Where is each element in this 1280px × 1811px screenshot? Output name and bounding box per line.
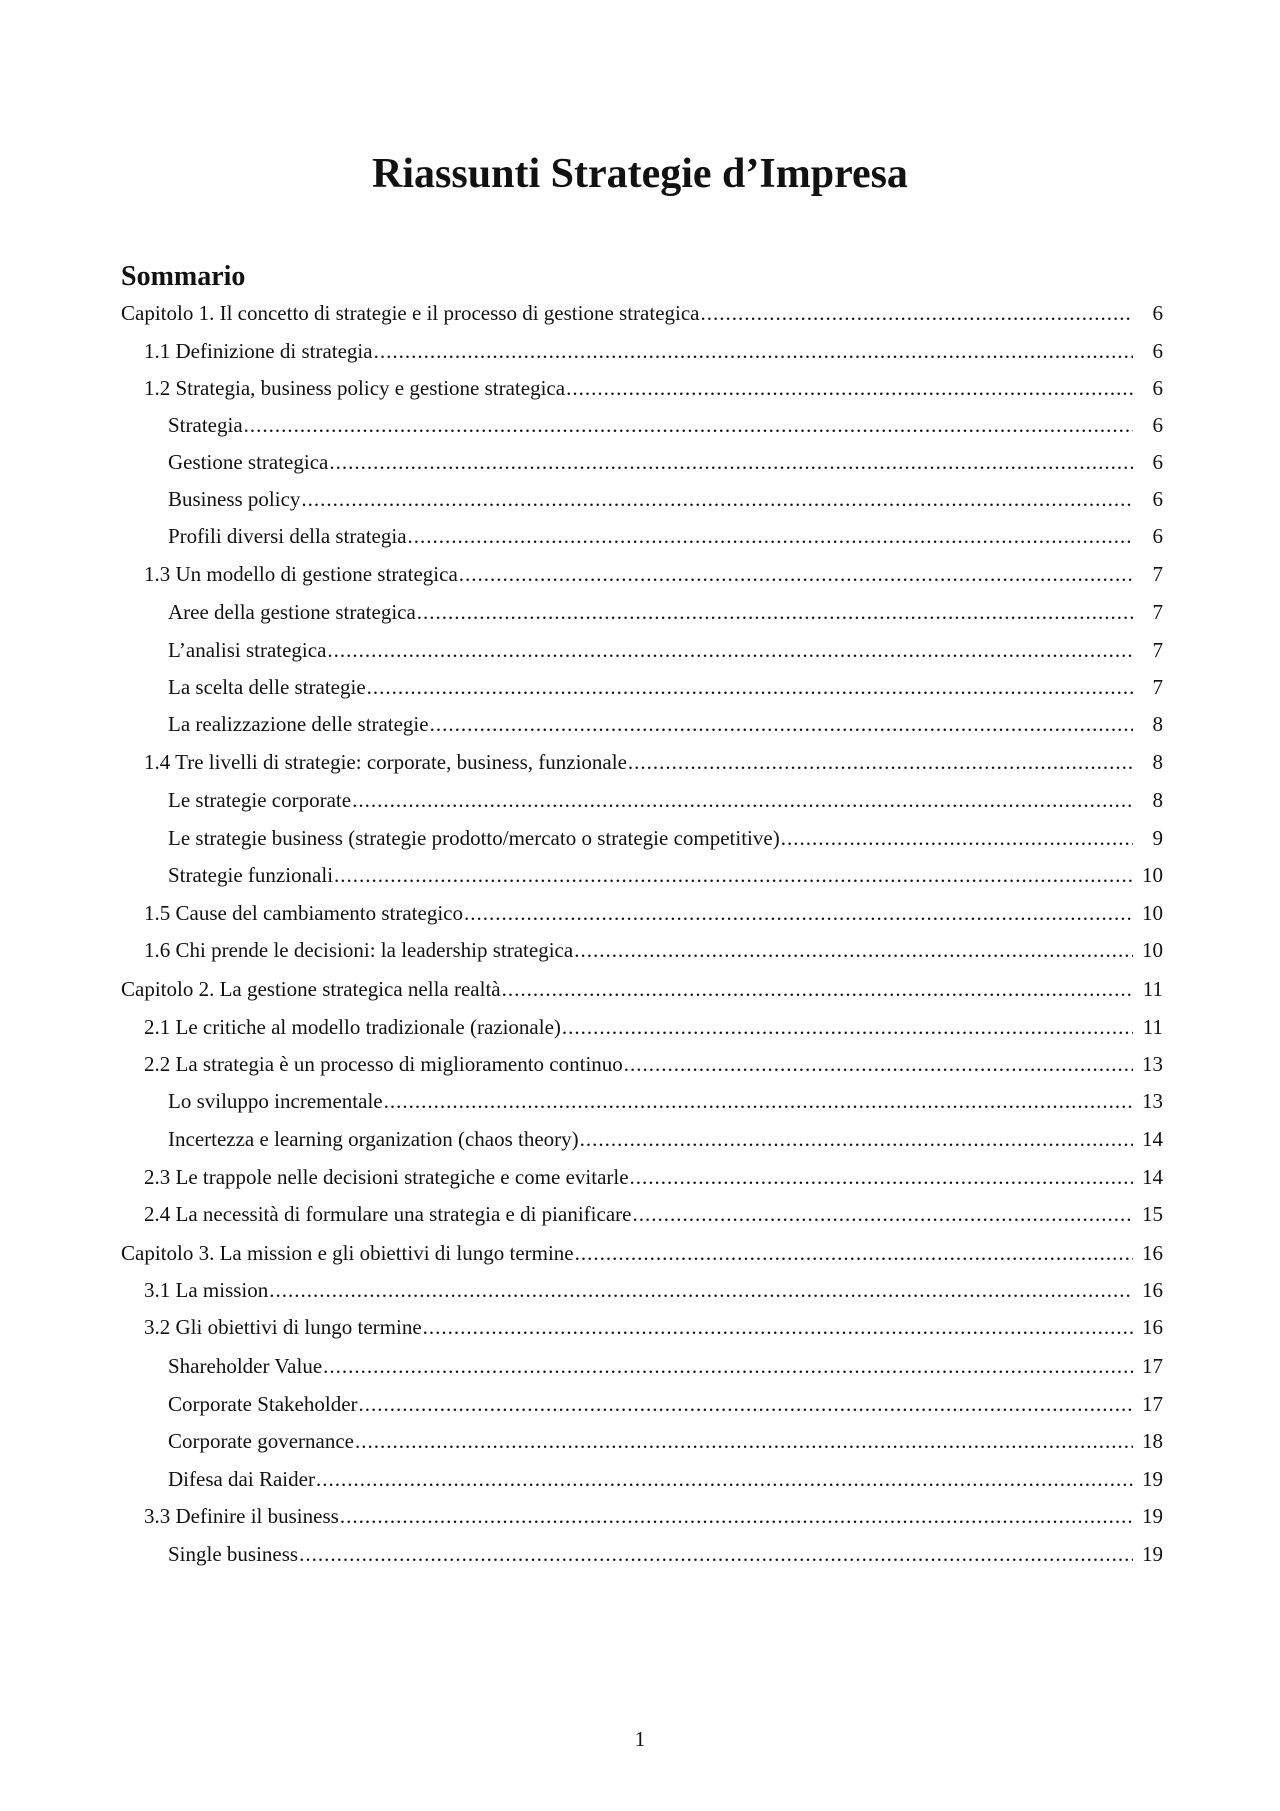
toc-entry-page: 6 — [1152, 524, 1163, 548]
toc-entry-title: 1.2 Strategia, business policy e gestione strategica — [144, 376, 566, 400]
toc-leader-dots — [575, 1236, 1133, 1270]
toc-leader-dots — [334, 858, 1133, 892]
toc-entry[interactable] — [121, 296, 1163, 330]
toc-entry-title: Le strategie business (strategie prodotto/mercato o strategie competitive) — [168, 826, 780, 850]
toc-entry[interactable] — [168, 1537, 1163, 1571]
toc-leader-dots — [367, 670, 1133, 704]
toc-entry-title: 1.4 Tre livelli di strategie: corporate, business, funzionale — [144, 750, 627, 774]
toc-entry[interactable] — [168, 670, 1163, 704]
toc-entry-page: 14 — [1142, 1165, 1163, 1189]
toc-entry[interactable] — [168, 1084, 1163, 1118]
toc-entry-page: 7 — [1152, 562, 1163, 586]
toc-entry-title: 2.1 Le critiche al modello tradizionale (razionale) — [144, 1015, 561, 1039]
toc-entry[interactable] — [168, 408, 1163, 442]
toc-entry[interactable] — [144, 896, 1163, 930]
toc-heading: Sommario — [121, 261, 246, 292]
toc-entry-title: La realizzazione delle strategie — [168, 712, 429, 736]
toc-entry-page: 6 — [1152, 301, 1163, 325]
toc-leader-dots — [430, 707, 1133, 741]
page-number: 1 — [634, 1727, 646, 1751]
toc-entry-title: Incertezza e learning organization (chaos theory) — [168, 1127, 579, 1151]
toc-leader-dots — [329, 445, 1133, 479]
toc-leader-dots — [632, 1197, 1133, 1231]
toc-entry-page: 10 — [1142, 863, 1163, 887]
toc-entry-title: Gestione strategica — [168, 450, 329, 474]
toc-entry-title: Capitolo 3. La mission e gli obiettivi di lungo termine — [121, 1241, 574, 1265]
toc-entry-title: Aree della gestione strategica — [168, 600, 416, 624]
toc-leader-dots — [384, 1084, 1133, 1118]
toc-leader-dots — [630, 1160, 1133, 1194]
toc-entry[interactable] — [144, 1499, 1163, 1533]
toc-entry-title: 2.4 La necessità di formulare una strategia e di pianificare — [144, 1202, 632, 1226]
toc-entry[interactable] — [168, 519, 1163, 553]
toc-entry[interactable] — [168, 445, 1163, 479]
toc-entry-title: Business policy — [168, 487, 301, 511]
toc-leader-dots — [566, 371, 1133, 405]
toc-entry[interactable] — [168, 633, 1163, 667]
toc-entry-page: 18 — [1142, 1429, 1163, 1453]
toc-entry-page: 15 — [1142, 1202, 1163, 1226]
toc-entry-page: 7 — [1152, 638, 1163, 662]
toc-leader-dots — [502, 972, 1133, 1006]
toc-leader-dots — [299, 1537, 1133, 1571]
toc-entry[interactable] — [168, 1462, 1163, 1496]
toc-leader-dots — [701, 296, 1134, 330]
toc-leader-dots — [374, 334, 1133, 368]
toc-entry-title: Difesa dai Raider — [168, 1467, 315, 1491]
toc-entry-title: L’analisi strategica — [168, 638, 327, 662]
toc-entry[interactable] — [144, 371, 1163, 405]
toc-entry-title: Single business — [168, 1542, 299, 1566]
toc-entry-title: Strategie funzionali — [168, 863, 334, 887]
toc-entry-page: 8 — [1152, 712, 1163, 736]
document-title: Riassunti Strategie d’Impresa — [372, 151, 908, 197]
toc-entry-page: 13 — [1142, 1089, 1163, 1113]
toc-entry-page: 16 — [1142, 1278, 1163, 1302]
toc-entry-title: 3.3 Definire il business — [144, 1504, 339, 1528]
toc-entry-title: Profili diversi della strategia — [168, 524, 407, 548]
toc-entry-title: 1.1 Definizione di strategia — [144, 339, 373, 363]
toc-leader-dots — [269, 1273, 1133, 1307]
toc-leader-dots — [352, 783, 1133, 817]
toc-entry-title: 1.5 Cause del cambiamento strategico — [144, 901, 463, 925]
toc-leader-dots — [327, 633, 1133, 667]
toc-entry-title: Corporate Stakeholder — [168, 1392, 358, 1416]
toc-entry[interactable] — [144, 933, 1163, 967]
toc-entry-page: 7 — [1152, 600, 1163, 624]
toc-entry[interactable] — [168, 1424, 1163, 1458]
toc-entry[interactable] — [168, 1349, 1163, 1383]
toc-entry-title: La scelta delle strategie — [168, 675, 366, 699]
toc-entry-page: 9 — [1152, 826, 1163, 850]
toc-leader-dots — [355, 1424, 1133, 1458]
toc-leader-dots — [301, 482, 1133, 516]
toc-leader-dots — [244, 408, 1133, 442]
toc-entry-page: 6 — [1152, 413, 1163, 437]
toc-entry-title: Shareholder Value — [168, 1354, 323, 1378]
toc-entry[interactable] — [144, 557, 1163, 591]
toc-entry-page: 19 — [1142, 1542, 1163, 1566]
toc-leader-dots — [781, 821, 1133, 855]
toc-leader-dots — [417, 595, 1133, 629]
toc-entry[interactable] — [168, 821, 1163, 855]
toc-leader-dots — [316, 1462, 1133, 1496]
toc-entry[interactable] — [144, 1273, 1163, 1307]
toc-entry-title: Lo sviluppo incrementale — [168, 1089, 383, 1113]
toc-entry-page: 8 — [1152, 788, 1163, 812]
toc-entry-page: 19 — [1142, 1467, 1163, 1491]
toc-leader-dots — [340, 1499, 1133, 1533]
toc-entry-page: 13 — [1142, 1052, 1163, 1076]
toc-entry-title: 3.2 Gli obiettivi di lungo termine — [144, 1315, 422, 1339]
toc-entry[interactable] — [144, 745, 1163, 779]
toc-entry-title: 2.2 La strategia è un processo di miglioramento continuo — [144, 1052, 623, 1076]
toc-entry[interactable] — [168, 595, 1163, 629]
toc-leader-dots — [624, 1047, 1133, 1081]
toc-entry[interactable] — [168, 707, 1163, 741]
toc-leader-dots — [459, 557, 1133, 591]
toc-entry-page: 14 — [1142, 1127, 1163, 1151]
toc-leader-dots — [580, 1122, 1133, 1156]
toc-entry[interactable] — [144, 334, 1163, 368]
toc-leader-dots — [408, 519, 1133, 553]
toc-leader-dots — [464, 896, 1133, 930]
toc-entry-page: 10 — [1142, 901, 1163, 925]
toc-entry[interactable] — [168, 783, 1163, 817]
toc-leader-dots — [628, 745, 1133, 779]
toc-entry[interactable] — [168, 482, 1163, 516]
toc-leader-dots — [323, 1349, 1133, 1383]
toc-entry[interactable] — [168, 1122, 1163, 1156]
toc-leader-dots — [359, 1387, 1133, 1421]
toc-entry-page: 17 — [1142, 1354, 1163, 1378]
toc-entry-page: 8 — [1152, 750, 1163, 774]
toc-entry-page: 17 — [1142, 1392, 1163, 1416]
toc-entry-title: Capitolo 2. La gestione strategica nella realtà — [121, 977, 501, 1001]
toc-entry-title: Strategia — [168, 413, 243, 437]
toc-entry-page: 7 — [1152, 675, 1163, 699]
toc-entry-title: 3.1 La mission — [144, 1278, 269, 1302]
toc-entry-page: 6 — [1152, 450, 1163, 474]
toc-entry[interactable] — [144, 1160, 1163, 1194]
toc-entry[interactable] — [144, 1197, 1163, 1231]
toc-entry[interactable] — [144, 1047, 1163, 1081]
toc-entry-title: 1.6 Chi prende le decisioni: la leadership strategica — [144, 938, 574, 962]
toc-entry-page: 6 — [1152, 487, 1163, 511]
toc-entry-page: 10 — [1142, 938, 1163, 962]
toc-entry-title: Le strategie corporate — [168, 788, 352, 812]
toc-entry-page: 6 — [1152, 376, 1163, 400]
toc-entry-title: 2.3 Le trappole nelle decisioni strategiche e come evitarle — [144, 1165, 629, 1189]
toc-entry-page: 16 — [1142, 1241, 1163, 1265]
toc-entry-title: Corporate governance — [168, 1429, 354, 1453]
toc-entry-title: Capitolo 1. Il concetto di strategie e il processo di gestione strategica — [121, 301, 700, 325]
toc-leader-dots — [562, 1010, 1133, 1044]
toc-leader-dots — [574, 933, 1133, 967]
toc-entry-title: 1.3 Un modello di gestione strategica — [144, 562, 458, 586]
toc-entry-page: 11 — [1142, 977, 1163, 1001]
toc-entry[interactable] — [168, 858, 1163, 892]
toc-entry-page: 11 — [1142, 1015, 1163, 1039]
toc-entry-page: 16 — [1142, 1315, 1163, 1339]
toc-leader-dots — [423, 1310, 1133, 1344]
toc-entry[interactable] — [168, 1387, 1163, 1421]
toc-entry[interactable] — [144, 1310, 1163, 1344]
toc-entry-page: 19 — [1142, 1504, 1163, 1528]
toc-entry[interactable] — [144, 1010, 1163, 1044]
toc-entry[interactable] — [121, 1236, 1163, 1270]
toc-entry[interactable] — [121, 972, 1163, 1006]
toc-entry-page: 6 — [1152, 339, 1163, 363]
